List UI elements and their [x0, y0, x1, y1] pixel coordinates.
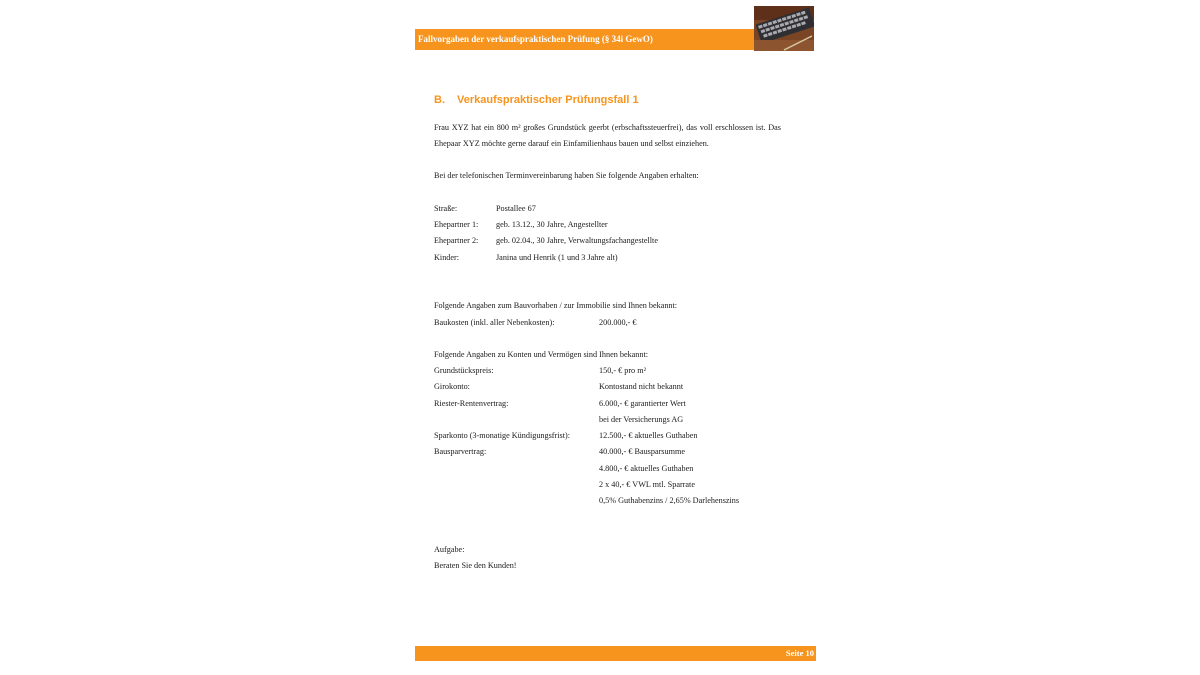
header-keyboard-photo	[754, 6, 814, 51]
asset-label: Grundstückspreis:	[434, 366, 494, 375]
asset-label: Bausparvertrag:	[434, 447, 487, 456]
asset-value: Kontostand nicht bekannt	[599, 382, 684, 391]
personal-label: Ehepartner 1:	[434, 220, 479, 229]
asset-value: 4.800,- € aktuelles Guthaben	[599, 464, 694, 473]
footer-bar	[415, 646, 816, 661]
asset-value: 40.000,- € Bausparsumme	[599, 447, 685, 456]
section-number: B.	[434, 94, 445, 106]
intro-line: Bei der telefonischen Terminvereinbarung haben Sie folgende Angaben erhalten:	[434, 171, 699, 180]
personal-value: Postallee 67	[496, 204, 536, 213]
intro-paragraph	[434, 120, 781, 153]
personal-value: geb. 13.12., 30 Jahre, Angestellter	[496, 220, 608, 229]
asset-value: 12.500,- € aktuelles Guthaben	[599, 431, 698, 440]
personal-value: Janina und Henrik (1 und 3 Jahre alt)	[496, 253, 618, 262]
asset-value: 6.000,- € garantierter Wert	[599, 399, 686, 408]
task-text: Beraten Sie den Kunden!	[434, 561, 517, 570]
asset-value: 150,- € pro m²	[599, 366, 647, 375]
intro-paragraph-text: Frau XYZ hat ein 800 m² großes Grundstück geerbt (erbschaftssteuerfrei), das voll erschlossen ist. Das Ehepaar XYZ möchte gerne darauf ein Einfamilienhaus bauen und selbst einziehen.	[434, 123, 781, 149]
personal-label: Kinder:	[434, 253, 460, 262]
personal-value: geb. 02.04., 30 Jahre, Verwaltungsfachangestellte	[496, 236, 658, 245]
assets-intro: Folgende Angaben zu Konten und Vermögen sind Ihnen bekannt:	[434, 350, 649, 359]
personal-label: Ehepartner 2:	[434, 236, 479, 245]
personal-label: Straße:	[434, 204, 458, 213]
project-intro: Folgende Angaben zum Bauvorhaben / zur Immobilie sind Ihnen bekannt:	[434, 301, 678, 310]
asset-value: 0,5% Guthabenzins / 2,65% Darlehenszins	[599, 496, 740, 505]
header-title: Fallvorgaben der verkaufspraktischen Prüfung (§ 34i GewO)	[418, 34, 653, 44]
asset-label: Girokonto:	[434, 382, 470, 391]
section-title	[434, 94, 639, 106]
project-label: Baukosten (inkl. aller Nebenkosten):	[434, 318, 555, 327]
asset-value: bei der Versicherungs AG	[599, 415, 684, 424]
section-title-text: Verkaufspraktischer Prüfungsfall 1	[457, 94, 639, 106]
asset-label: Sparkonto (3-monatige Kündigungsfrist):	[434, 431, 570, 440]
project-value: 200.000,- €	[599, 318, 637, 327]
asset-label: Riester-Rentenvertrag:	[434, 399, 509, 408]
asset-value: 2 x 40,- € VWL mtl. Sparrate	[599, 480, 695, 489]
task-label: Aufgabe:	[434, 545, 465, 554]
page-number: Seite 10	[785, 648, 814, 658]
